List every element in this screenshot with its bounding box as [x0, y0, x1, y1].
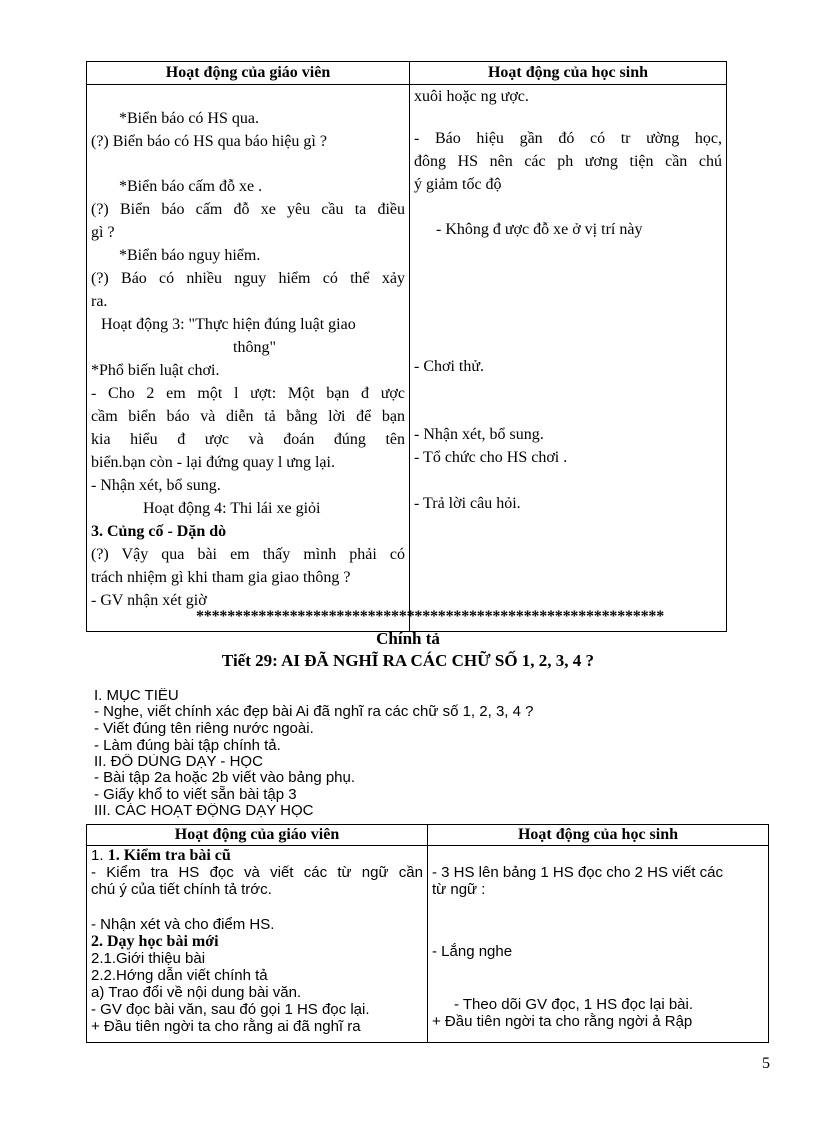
- section-line: - Viết đúng tên riêng nước ngoài.: [94, 720, 314, 737]
- section-heading: III. CÁC HOẠT ĐỘNG DẠY HỌC: [94, 803, 314, 818]
- teacher-line: *Biển báo nguy hiểm.: [119, 247, 261, 264]
- teacher-line: 2.1.Giới thiệu bài: [91, 950, 206, 967]
- section-line: - Giấy khổ to viết sẵn bài tập 3: [94, 786, 297, 803]
- teacher-line: - Nhận xét, bổ sung.: [91, 477, 221, 494]
- teacher-line: - Cho 2 em một l ượt: Một bạn đ ược: [91, 385, 405, 402]
- student-line: + Đầu tiên ngời ta cho rằng ngời ả Rập: [432, 1013, 693, 1030]
- activity-heading: thông": [233, 339, 276, 356]
- subject-title: Chính tả: [376, 629, 440, 648]
- section-line: - Bài tập 2a hoặc 2b viết vào bảng phụ.: [94, 769, 356, 786]
- objectives-section: [94, 688, 714, 818]
- teacher-line: biển.bạn còn - lại đứng quay l ưng lại.: [91, 454, 335, 471]
- teacher-line: 2.2.Hớng dẫn viết chính tả: [91, 967, 268, 984]
- teacher-line: + Đầu tiên ngời ta cho rằng ai đã nghĩ ra: [91, 1018, 361, 1035]
- section-line: - Làm đúng bài tập chính tả.: [94, 737, 281, 754]
- teacher-line: trách nhiệm gì khi tham gia giao thông ?: [91, 569, 351, 586]
- student-line: - Nhận xét, bổ sung.: [414, 426, 544, 443]
- section-heading: I. MỤC TIÊU: [94, 688, 179, 703]
- teacher-line: (?) Báo có nhiều nguy hiểm có thể xảy: [91, 270, 405, 287]
- student-line: - 3 HS lên bảng 1 HS đọc cho 2 HS viết các: [432, 864, 723, 881]
- teacher-line: kia hiểu đ ược và đoán đúng tên: [91, 431, 405, 448]
- student-line: - Lắng nghe: [432, 943, 513, 960]
- teacher-line: a) Trao đổi về nội dung bài văn.: [91, 984, 302, 1001]
- header-student: Hoạt động của học sinh: [410, 62, 727, 85]
- header-student: Hoạt động của học sinh: [428, 825, 769, 846]
- separator-line: ************************************************************: [196, 608, 665, 625]
- teacher-line: (?) Vậy qua bài em thấy mình phải có: [91, 546, 405, 563]
- student-column: [428, 846, 769, 1043]
- student-line: - Chơi thử.: [414, 358, 485, 375]
- student-line: ý giảm tốc độ: [414, 176, 502, 193]
- section-title: 1. Kiểm tra bài cũ: [107, 847, 231, 864]
- student-line: - Trả lời câu hỏi.: [414, 495, 521, 512]
- student-line: đông HS nên các ph ương tiện cần chú: [414, 153, 722, 170]
- teacher-line: (?) Biển báo có HS qua báo hiệu gì ?: [91, 133, 327, 150]
- student-line: - Theo dõi GV đọc, 1 HS đọc lại bài.: [454, 996, 694, 1013]
- header-teacher: Hoạt động của giáo viên: [87, 62, 410, 85]
- section-number: 1.: [91, 847, 108, 864]
- section-heading: 3. Củng cố - Dặn dò: [91, 523, 227, 540]
- header-teacher: Hoạt động của giáo viên: [87, 825, 428, 846]
- student-line: xuôi hoặc ng ược.: [414, 88, 529, 105]
- student-line: - Tổ chức cho HS chơi .: [414, 449, 568, 466]
- activities-table-2: [86, 824, 769, 1043]
- teacher-column: [87, 85, 410, 632]
- section-heading: [91, 847, 423, 864]
- teacher-line: - GV đọc bài văn, sau đó gọi 1 HS đọc lại.: [91, 1001, 370, 1018]
- section-line: - Nghe, viết chính xác đẹp bài Ai đã nghĩ ra các chữ số 1, 2, 3, 4 ?: [94, 703, 534, 720]
- lesson-title: [0, 650, 816, 672]
- student-line: từ ngữ :: [432, 881, 486, 898]
- teacher-line: *Phổ biến luật chơi.: [91, 362, 220, 379]
- teacher-line: (?) Biển báo cấm đỗ xe yêu cầu ta điều: [91, 201, 405, 218]
- teacher-line: - Nhận xét và cho điểm HS.: [91, 916, 275, 933]
- section-heading: 2. Dạy học bài mới: [91, 933, 219, 950]
- teacher-line: - GV nhận xét giờ: [91, 592, 207, 609]
- section-heading: II. ĐỒ DÙNG DẠY - HỌC: [94, 754, 263, 769]
- activities-table-1: [86, 61, 727, 632]
- teacher-line: *Biển báo có HS qua.: [119, 110, 259, 127]
- teacher-line: ra.: [91, 293, 108, 310]
- student-column: [410, 85, 727, 632]
- page-number: 5: [762, 1055, 770, 1072]
- activity-heading: Hoạt động 4: Thi lái xe giỏi: [143, 500, 321, 517]
- teacher-line: chú ý của tiết chính tả trớc.: [91, 881, 272, 898]
- lesson-number: Tiết 29:: [221, 651, 278, 670]
- student-line: - Không đ ược đỗ xe ở vị trí này: [436, 221, 643, 238]
- activity-heading: Hoạt động 3: "Thực hiện đúng luật giao: [101, 316, 356, 333]
- teacher-line: gì ?: [91, 224, 115, 241]
- teacher-line: *Biển báo cấm đỗ xe .: [119, 178, 263, 195]
- teacher-column: [87, 846, 428, 1043]
- teacher-line: cầm biển báo và diễn tả bằng lời để bạn: [91, 408, 405, 425]
- teacher-line: - Kiểm tra HS đọc và viết các từ ngữ cần: [91, 864, 423, 881]
- lesson-name: AI ĐÃ NGHĨ RA CÁC CHỮ SỐ 1, 2, 3, 4 ?: [281, 651, 595, 670]
- student-line: - Báo hiệu gần đó có tr ường học,: [414, 130, 722, 147]
